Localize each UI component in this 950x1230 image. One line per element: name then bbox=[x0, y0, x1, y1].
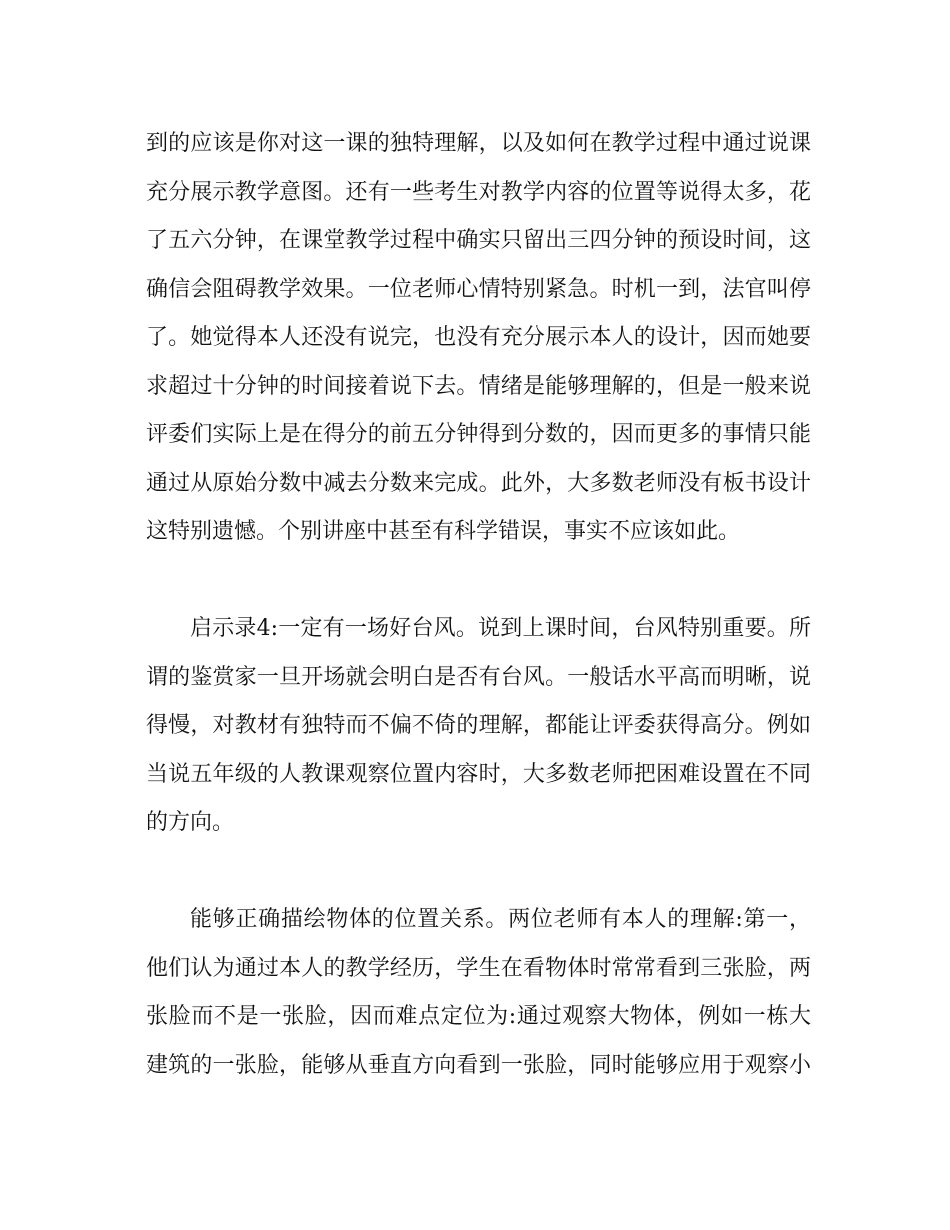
text-line: 的方向。 bbox=[146, 810, 235, 835]
text-line: 这特别遗憾。个别讲座中甚至有科学错误，事实不应该如此。 bbox=[146, 519, 741, 544]
text-line: 谓的鉴赏家一旦开场就会明白是否有台风。一般话水平高而明晰，说 bbox=[146, 664, 811, 690]
text-line: 了五六分钟，在课堂教学过程中确实只留出三四分钟的预设时间，这 bbox=[146, 228, 811, 253]
text-line: 了。她觉得本人还没有说完，也没有充分展示本人的设计，因而她要 bbox=[146, 325, 811, 350]
text-line: 充分展示教学意图。还有一些考生对教学内容的位置等说得太多，花 bbox=[146, 179, 811, 205]
text-line: 能够正确描绘物体的位置关系。两位老师有本人的理解:第一， bbox=[190, 907, 811, 932]
text-line: 到的应该是你对这一课的独特理解，以及如何在教学过程中通过说课 bbox=[146, 131, 811, 156]
text-line: 启示录4:一定有一场好台风。说到上课时间，台风特别重要。所 bbox=[190, 616, 811, 641]
text-line: 求超过十分钟的时间接着说下去。情绪是能够理解的，但是一般来说 bbox=[146, 373, 811, 399]
paragraph-2 bbox=[146, 605, 811, 848]
text-line: 他们认为通过本人的教学经历，学生在看物体时常常看到三张脸，两 bbox=[146, 955, 811, 981]
text-line: 建筑的一张脸，能够从垂直方向看到一张脸，同时能够应用于观察小 bbox=[146, 1052, 811, 1078]
text-line: 评委们实际上是在得分的前五分钟得到分数的，因而更多的事情只能 bbox=[146, 422, 811, 447]
text-line: 张脸而不是一张脸，因而难点定位为:通过观察大物体，例如一栋大 bbox=[146, 1004, 811, 1029]
text-line: 得慢，对教材有独特而不偏不倚的理解，都能让评委获得高分。例如 bbox=[146, 713, 811, 738]
paragraph-1 bbox=[146, 120, 811, 557]
text-line: 当说五年级的人教课观察位置内容时，大多数老师把困难设置在不同 bbox=[146, 761, 811, 787]
paragraph-3 bbox=[146, 896, 811, 1090]
text-line: 通过从原始分数中减去分数来完成。此外，大多数老师没有板书设计 bbox=[146, 470, 811, 496]
text-line: 确信会阻碍教学效果。一位老师心情特别紧急。时机一到，法官叫停 bbox=[146, 276, 811, 302]
